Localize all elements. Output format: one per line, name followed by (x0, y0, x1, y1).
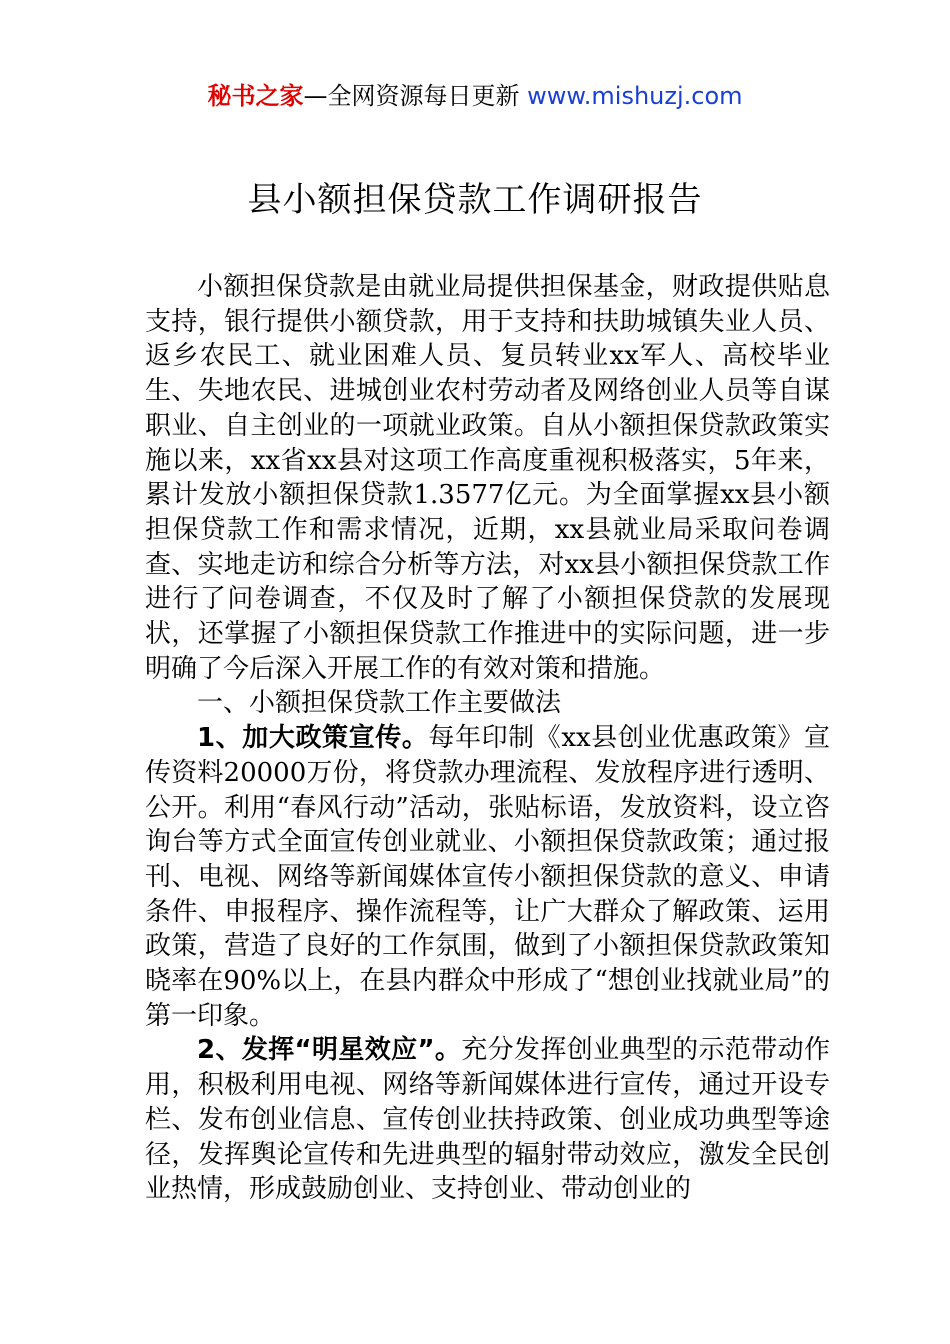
brand-name: 秘书之家 (207, 82, 304, 110)
document-title: 县小额担保贷款工作调研报告 (247, 180, 703, 220)
intro-paragraph: 小额担保贷款是由就业局提供担保基金，财政提供贴息支持，银行提供小额贷款，用于支持和扶助城镇失业人员、返乡农民工、就业困难人员、复员转业xx军人、高校毕业生、失地农民、进城创业农村劳动者及网络创业人员等自谋职业、自主创业的一项就业政策。自从小额担保贷款政策实施以来，xx省xx县对这项工作高度重视积极落实，5年来，累计发放小额担保贷款1.3577亿元。为全面掌握xx县小额担保贷款工作和需求情况，近期，xx县就业局采取问卷调查、实地走访和综合分析等方法，对xx县小额担保贷款工作进行了问卷调查，不仅及时了解了小额担保贷款的发展现状，还掌握了小额担保贷款工作推进中的实际问题，进一步明确了今后深入开展工作的有效对策和措施。 (145, 272, 830, 684)
site-url-link[interactable]: www.mishuzj.com (527, 82, 743, 110)
item-paragraph-1 (145, 721, 830, 1033)
item-body-2: 充分发挥创业典型的示范带动作用，积极利用电视、网络等新闻媒体进行宣传，通过开设专栏、发布创业信息、宣传创业扶持政策、创业成功典型等途径，发挥舆论宣传和先进典型的辐射带动效应，激发全民创业热情，形成鼓励创业、支持创业、带动创业的 (145, 1035, 830, 1205)
item-paragraph-2 (145, 1033, 830, 1207)
header-tagline: —全网资源每日更新 (303, 82, 520, 110)
document-body (145, 270, 830, 1207)
item-lead-1: 1、加大政策宣传。 (197, 723, 429, 754)
section-heading: 一、小额担保贷款工作主要做法 (197, 688, 562, 719)
item-body-1: 每年印制《xx县创业优惠政策》宣传资料20000万份，将贷款办理流程、发放程序进行透明、公开。利用“春风行动”活动，张贴标语，发放资料，设立咨询台等方式全面宣传创业就业、小额担保贷款政策；通过报刊、电视、网络等新闻媒体宣传小额担保贷款的意义、申请条件、申报程序、操作流程等，让广大群众了解政策、运用政策，营造了良好的工作氛围，做到了小额担保贷款政策知晓率在90%以上，在县内群众中形成了“想创业找就业局”的第一印象。 (145, 723, 830, 1031)
site-header (0, 80, 950, 112)
item-lead-2: 2、发挥“明星效应”。 (197, 1035, 462, 1066)
